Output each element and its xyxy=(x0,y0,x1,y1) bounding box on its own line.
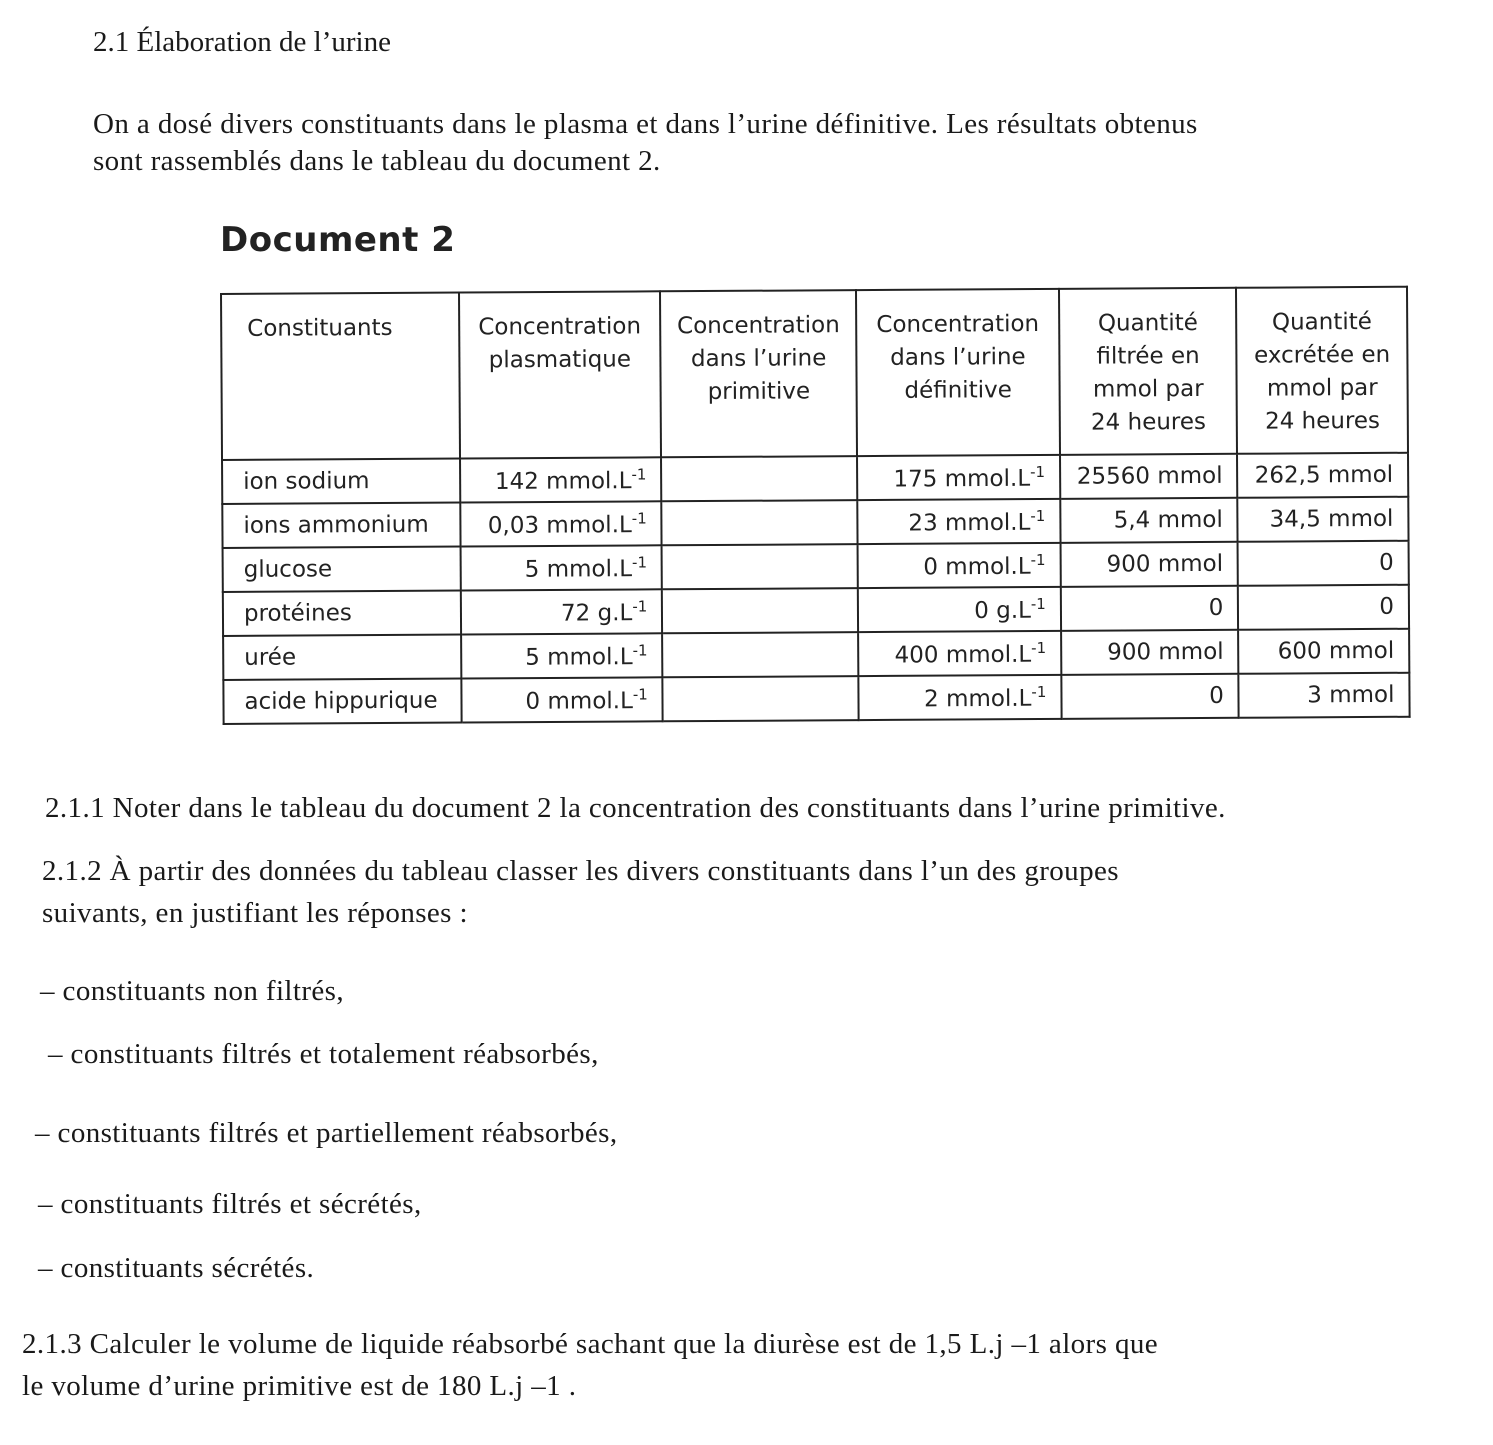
table-header-row xyxy=(221,287,1408,460)
cell-value: 3 mmol xyxy=(1307,681,1395,709)
cell-value: 900 mmol xyxy=(1106,550,1224,578)
cell-value: 34,5 mmol xyxy=(1269,505,1394,533)
cell-plasma xyxy=(460,545,662,590)
table-row xyxy=(222,497,1408,548)
table-row xyxy=(223,541,1409,592)
cell-plasma xyxy=(461,633,663,678)
cell-primitive xyxy=(662,588,858,633)
cell-filtered xyxy=(1061,674,1239,719)
cell-primitive xyxy=(662,500,858,545)
cell-value: 0 mmol.L xyxy=(525,687,633,715)
document-2-table xyxy=(220,286,1411,725)
unit-exponent: -1 xyxy=(632,641,648,660)
cell-filtered xyxy=(1060,498,1238,543)
cell-definitive xyxy=(857,499,1060,544)
unit-exponent: -1 xyxy=(631,553,648,572)
cell-definitive xyxy=(857,455,1060,500)
column-header xyxy=(459,291,662,458)
cell-value: 23 mmol.L xyxy=(908,509,1031,537)
question-2-1-2-line-1: 2.1.2 À partir des données du tableau classer les divers constituants dans l’un des groupes xyxy=(42,855,1119,887)
cell-name xyxy=(222,503,460,548)
question-2-1-3-line-2: le volume d’urine primitive est de 180 L.j –1 . xyxy=(22,1370,577,1402)
cell-excreted xyxy=(1238,541,1409,586)
column-header-line: mmol par xyxy=(1092,375,1204,403)
table-row xyxy=(223,629,1409,680)
cell-value: 0 g.L xyxy=(974,597,1031,624)
cell-name xyxy=(223,679,461,724)
cell-excreted xyxy=(1238,585,1409,630)
cell-name xyxy=(222,459,460,504)
cell-name xyxy=(223,635,461,680)
column-header-line: 24 heures xyxy=(1264,407,1381,435)
column-header-line: primitive xyxy=(707,378,811,406)
cell-value: ion sodium xyxy=(243,468,370,495)
unit-exponent: -1 xyxy=(1031,638,1047,657)
column-header-line: 24 heures xyxy=(1090,408,1207,436)
group-item: – constituants filtrés et totalement réabsorbés, xyxy=(48,1038,599,1070)
cell-value: 175 mmol.L xyxy=(893,465,1031,493)
question-2-1-2 xyxy=(42,850,1119,934)
cell-value: 5 mmol.L xyxy=(524,555,633,583)
unit-exponent: -1 xyxy=(632,597,648,616)
cell-name xyxy=(223,591,461,636)
cell-value: 0 xyxy=(1208,594,1224,621)
cell-value: 0 xyxy=(1209,682,1224,709)
column-header xyxy=(856,289,1060,456)
column-header-line: filtrée en xyxy=(1096,343,1200,370)
group-item: – constituants filtrés et partiellement réabsorbés, xyxy=(35,1117,618,1149)
cell-primitive xyxy=(663,676,859,721)
cell-filtered xyxy=(1060,454,1238,499)
column-header-line: Concentration xyxy=(876,310,1040,338)
cell-filtered xyxy=(1061,630,1239,675)
cell-value: 900 mmol xyxy=(1107,638,1224,666)
cell-excreted xyxy=(1238,497,1409,542)
table-row xyxy=(222,453,1408,504)
column-header-line: Concentration xyxy=(478,313,642,341)
cell-value: 262,5 mmol xyxy=(1254,461,1394,489)
cell-value: glucose xyxy=(243,556,333,583)
question-2-1-3-line-1: 2.1.3 Calculer le volume de liquide réabsorbé sachant que la diurèse est de 1,5 L.j –1 alors que xyxy=(22,1328,1159,1360)
cell-value: 0 mmol.L xyxy=(923,553,1031,581)
unit-exponent: -1 xyxy=(1030,462,1046,481)
question-2-1-3 xyxy=(22,1323,1158,1407)
group-item: – constituants non filtrés, xyxy=(40,975,344,1007)
question-2-1-1: 2.1.1 Noter dans le tableau du document 2 la concentration des constituants dans l’urine primitive. xyxy=(45,792,1226,824)
unit-exponent: -1 xyxy=(631,465,647,484)
cell-primitive xyxy=(662,544,858,589)
cell-excreted xyxy=(1238,629,1409,674)
question-2-1-2-line-2: suivants, en justifiant les réponses : xyxy=(42,897,468,929)
group-item: – constituants sécrétés. xyxy=(38,1252,315,1284)
unit-exponent: -1 xyxy=(1030,506,1046,525)
unit-exponent: -1 xyxy=(1030,550,1046,569)
cell-definitive xyxy=(858,587,1061,632)
unit-exponent: -1 xyxy=(632,685,648,704)
cell-value: 0,03 mmol.L xyxy=(487,511,632,539)
document-title: Document 2 xyxy=(220,220,456,260)
cell-primitive xyxy=(662,632,858,677)
column-header-line: Concentration xyxy=(677,312,840,340)
cell-value: ions ammonium xyxy=(243,511,429,539)
cell-excreted xyxy=(1237,453,1408,498)
cell-value: protéines xyxy=(243,600,352,627)
column-header-line: excrétée en xyxy=(1253,341,1391,369)
cell-plasma xyxy=(461,677,663,722)
group-item: – constituants filtrés et sécrétés, xyxy=(38,1188,422,1220)
column-header-line: Quantité xyxy=(1097,310,1198,337)
cell-value: 25560 mmol xyxy=(1076,462,1223,490)
cell-filtered xyxy=(1060,542,1238,587)
unit-exponent: -1 xyxy=(1030,594,1046,613)
cell-value: 0 xyxy=(1378,549,1394,576)
unit-exponent: -1 xyxy=(1031,682,1047,701)
column-header-line: Constituants xyxy=(247,314,393,342)
column-header-line: plasmatique xyxy=(488,346,632,374)
cell-value: 0 xyxy=(1379,593,1395,620)
cell-value: acide hippurique xyxy=(244,687,438,715)
cell-plasma xyxy=(460,501,662,546)
cell-value: urée xyxy=(244,644,297,671)
column-header xyxy=(1236,287,1408,454)
cell-value: 142 mmol.L xyxy=(494,467,632,495)
cell-name xyxy=(223,547,461,592)
column-header-line: dans l’urine xyxy=(690,345,827,373)
column-header-line: mmol par xyxy=(1266,374,1378,402)
cell-excreted xyxy=(1239,673,1410,718)
cell-value: 5 mmol.L xyxy=(525,643,633,671)
section-heading: 2.1 Élaboration de l’urine xyxy=(93,26,391,58)
unit-exponent: -1 xyxy=(631,509,647,528)
cell-value: 400 mmol.L xyxy=(894,641,1032,669)
column-header-line: Quantité xyxy=(1271,308,1372,336)
table-row xyxy=(223,585,1409,636)
intro-line-2: sont rassemblés dans le tableau du document 2. xyxy=(93,145,661,177)
column-header xyxy=(221,293,460,460)
cell-filtered xyxy=(1061,586,1239,631)
column-header-line: dans l’urine xyxy=(890,344,1026,371)
column-header xyxy=(1059,288,1238,455)
cell-plasma xyxy=(460,457,662,502)
cell-primitive xyxy=(661,456,857,501)
cell-plasma xyxy=(460,589,662,634)
cell-value: 600 mmol xyxy=(1277,637,1395,665)
column-header-line: définitive xyxy=(904,377,1012,404)
table-row xyxy=(223,673,1409,724)
intro-line-1: On a dosé divers constituants dans le plasma et dans l’urine définitive. Les résultats obtenus xyxy=(93,108,1198,140)
cell-value: 5,4 mmol xyxy=(1113,506,1223,534)
cell-value: 2 mmol.L xyxy=(924,685,1032,713)
cell-definitive xyxy=(858,631,1061,676)
cell-definitive xyxy=(859,675,1062,720)
table-body xyxy=(222,453,1410,724)
intro-paragraph xyxy=(93,106,1198,180)
cell-value: 72 g.L xyxy=(560,599,633,627)
cell-definitive xyxy=(858,543,1061,588)
column-header xyxy=(660,290,857,457)
